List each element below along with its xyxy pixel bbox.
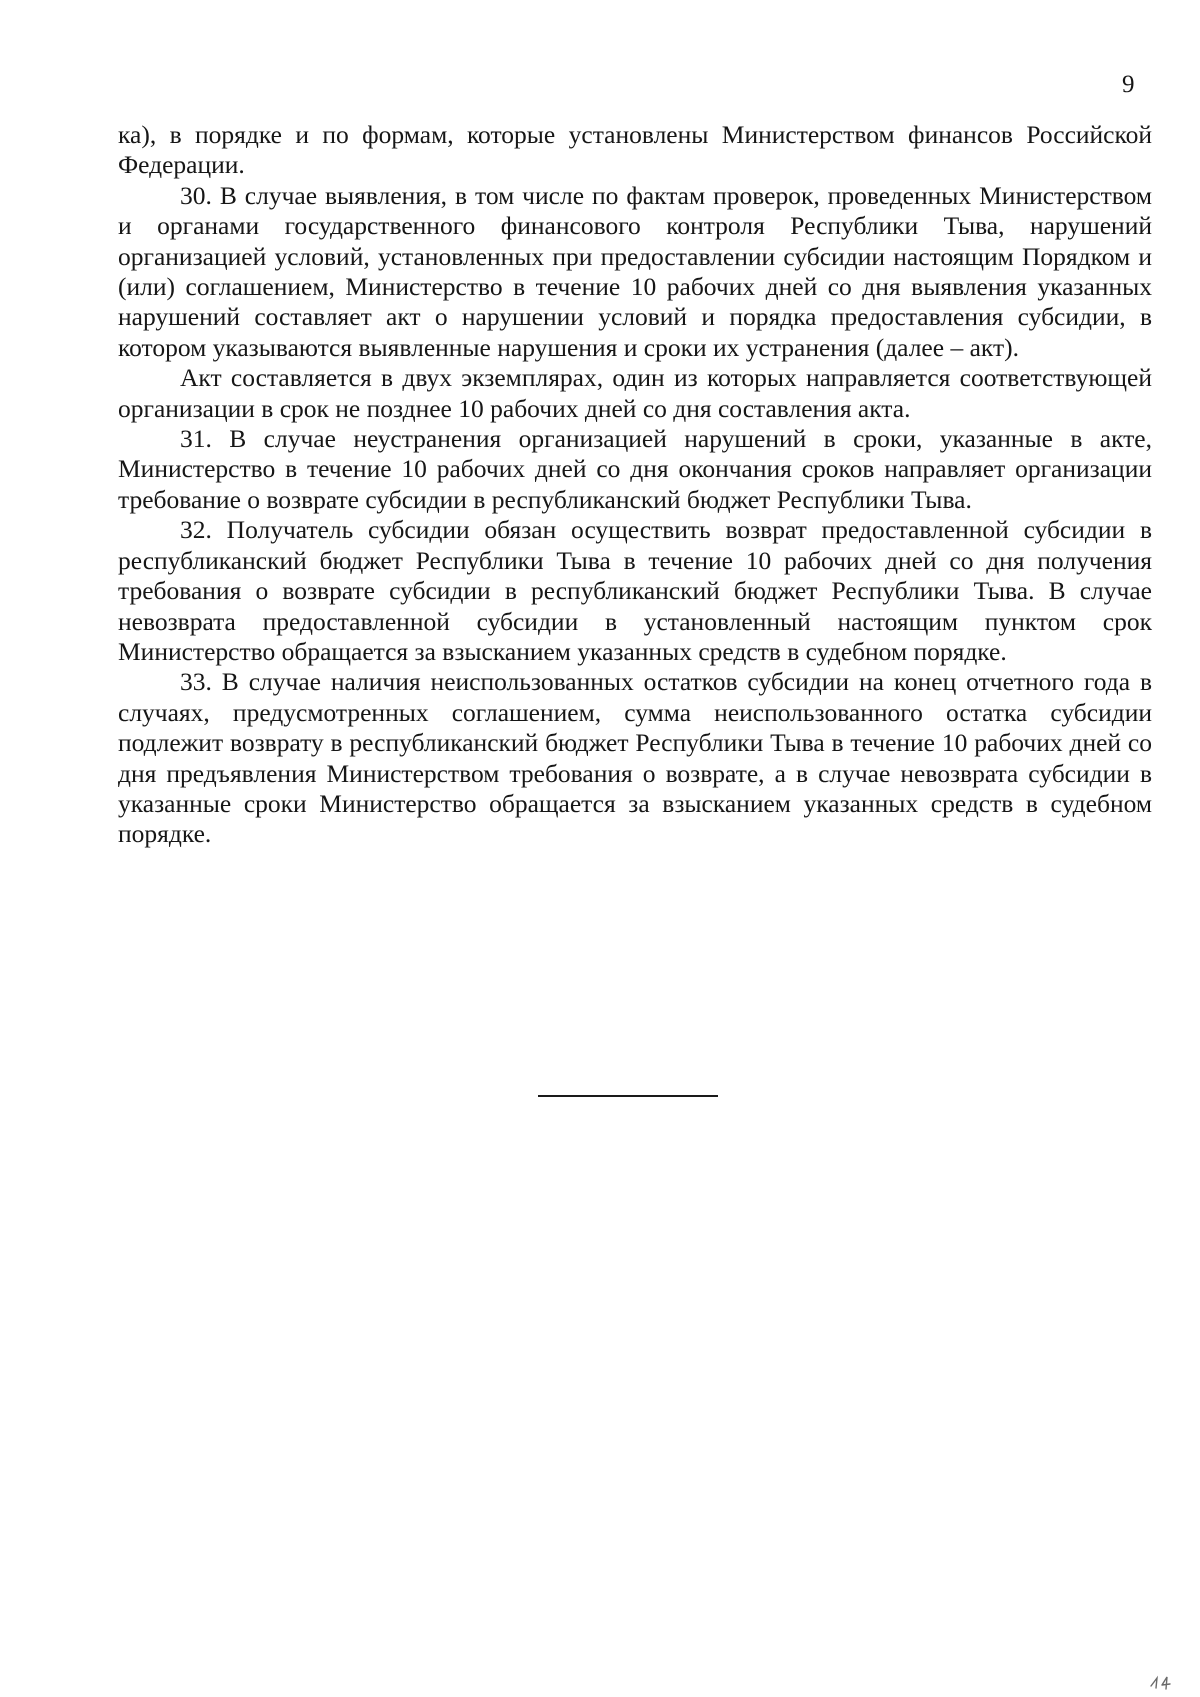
paragraph-continuation: ка), в порядке и по формам, которые установлены Министерством финансов Российской Федерации.	[118, 120, 1152, 180]
paragraph-item-32: 32. Получатель субсидии обязан осуществить возврат предоставленной субсидии в республиканский бюджет Республики Тыва в течение 10 рабочих дней со дня получения требования о возврате субсидии в республиканский бюджет Республики Тыва. В случае невозврата предоставленной субсидии в установленный настоящим пунктом срок Министерство обращается за взысканием указанных средств в судебном порядке.	[118, 515, 1152, 666]
paragraph-act: Акт составляется в двух экземплярах, один из которых направляется соответствующей организации в срок не позднее 10 рабочих дней со дня составления акта.	[118, 363, 1152, 423]
handwritten-mark	[1148, 1672, 1178, 1692]
page-number: 9	[1122, 71, 1135, 98]
document-body	[118, 120, 1152, 850]
end-separator-line	[538, 1095, 718, 1097]
paragraph-item-31: 31. В случае неустранения организацией нарушений в сроки, указанные в акте, Министерство в течение 10 рабочих дней со дня окончания сроков направляет организации требование о возврате субсидии в республиканский бюджет Республики Тыва.	[118, 424, 1152, 514]
paragraph-item-30: 30. В случае выявления, в том числе по фактам проверок, проведенных Министерством и органами государственного финансового контроля Республики Тыва, нарушений организацией условий, установленных при предоставлении субсидии настоящим Порядком и (или) соглашением, Министерство в течение 10 рабочих дней со дня выявления указанных нарушений составляет акт о нарушении условий и порядка предоставления субсидии, в котором указываются выявленные нарушения и сроки их устранения (далее – акт).	[118, 180, 1152, 362]
paragraph-item-33: 33. В случае наличия неиспользованных остатков субсидии на конец отчетного года в случаях, предусмотренных соглашением, сумма неиспользованного остатка субсидии подлежит возврату в республиканский бюджет Республики Тыва в течение 10 рабочих дней со дня предъявления Министерством требования о возврате, а в случае невозврата субсидии в указанные сроки Министерство обращается за взысканием указанных средств в судебном порядке.	[118, 667, 1152, 849]
